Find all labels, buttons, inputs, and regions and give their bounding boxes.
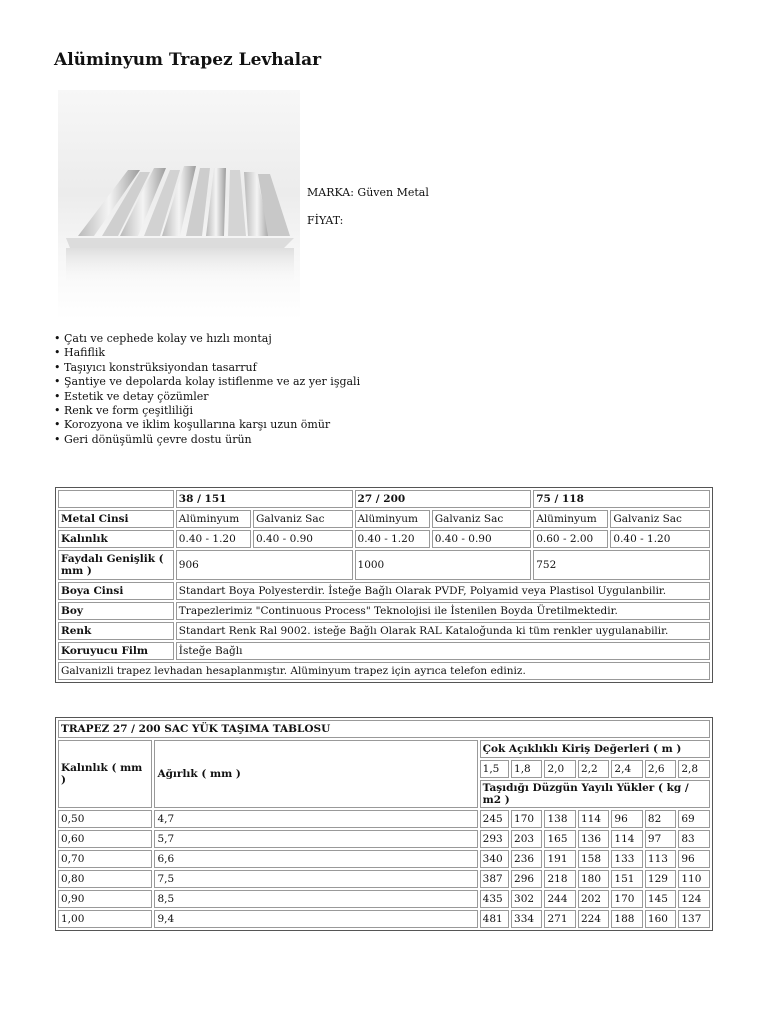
brand-line bbox=[307, 186, 429, 199]
metal-cell: Alüminyum bbox=[355, 510, 430, 528]
load-value: 110 bbox=[678, 870, 710, 888]
load-value: 180 bbox=[578, 870, 609, 888]
load-value: 83 bbox=[678, 830, 710, 848]
weight-value: 6,6 bbox=[154, 850, 477, 868]
load-value: 188 bbox=[611, 910, 642, 928]
price-label: FİYAT: bbox=[307, 214, 344, 227]
feature-list bbox=[54, 332, 360, 447]
color-value: Standart Renk Ral 9002. isteğe Bağlı Olarak RAL Kataloğunda ki tüm renkler uygulanabilir. bbox=[176, 622, 710, 640]
width-row bbox=[58, 550, 710, 580]
feature-item: • Estetik ve detay çözümler bbox=[54, 390, 360, 404]
thickness-cell: 0.40 - 0.90 bbox=[432, 530, 532, 548]
color-label: Renk bbox=[58, 622, 174, 640]
load-value: 82 bbox=[645, 810, 676, 828]
load-value: 97 bbox=[645, 830, 676, 848]
product-image bbox=[58, 90, 300, 320]
span-cell: 2,0 bbox=[544, 760, 575, 778]
table-row bbox=[58, 910, 710, 928]
spec-note: Galvanizli trapez levhadan hesaplanmıştır. Alüminyum trapez için ayrıca telefon ediniz. bbox=[58, 662, 710, 680]
thickness-row bbox=[58, 530, 710, 548]
load-value: 202 bbox=[578, 890, 609, 908]
profile-header: 27 / 200 bbox=[355, 490, 532, 508]
load-value: 387 bbox=[480, 870, 509, 888]
film-row bbox=[58, 642, 710, 660]
thickness-cell: 0.40 - 1.20 bbox=[610, 530, 710, 548]
load-table-body bbox=[58, 810, 710, 928]
load-value: 158 bbox=[578, 850, 609, 868]
span-cell: 1,8 bbox=[511, 760, 542, 778]
load-value: 96 bbox=[611, 810, 642, 828]
paint-value: Standart Boya Polyesterdir. İsteğe Bağlı Olarak PVDF, Polyamid veya Plastisol Uygulanbilir. bbox=[176, 582, 710, 600]
brand-value: Güven Metal bbox=[357, 186, 429, 199]
load-value: 340 bbox=[480, 850, 509, 868]
thickness-cell: 0.40 - 0.90 bbox=[253, 530, 353, 548]
feature-item: • Taşıyıcı konstrüksiyondan tasarruf bbox=[54, 361, 360, 375]
width-cell: 1000 bbox=[355, 550, 532, 580]
load-value: 145 bbox=[645, 890, 676, 908]
load-value: 191 bbox=[544, 850, 575, 868]
span-cell: 1,5 bbox=[480, 760, 509, 778]
load-value: 244 bbox=[544, 890, 575, 908]
width-label: Faydalı Genişlik ( mm ) bbox=[58, 550, 174, 580]
load-value: 224 bbox=[578, 910, 609, 928]
load-value: 165 bbox=[544, 830, 575, 848]
load-title-row bbox=[58, 720, 710, 738]
paint-row bbox=[58, 582, 710, 600]
metal-label: Metal Cinsi bbox=[58, 510, 174, 528]
table-row bbox=[58, 870, 710, 888]
note-row bbox=[58, 662, 710, 680]
load-value: 481 bbox=[480, 910, 509, 928]
film-label: Koruyucu Film bbox=[58, 642, 174, 660]
span-cell: 2,2 bbox=[578, 760, 609, 778]
load-value: 170 bbox=[511, 810, 542, 828]
load-value: 69 bbox=[678, 810, 710, 828]
table-row bbox=[58, 850, 710, 868]
price-line bbox=[307, 214, 343, 227]
weight-value: 4,7 bbox=[154, 810, 477, 828]
metal-cell: Galvaniz Sac bbox=[253, 510, 353, 528]
table-row bbox=[58, 830, 710, 848]
thickness-value: 0,60 bbox=[58, 830, 152, 848]
span-cell: 2,8 bbox=[678, 760, 710, 778]
weight-value: 5,7 bbox=[154, 830, 477, 848]
load-table bbox=[55, 717, 713, 931]
page-title: Alüminyum Trapez Levhalar bbox=[54, 50, 322, 70]
load-value: 151 bbox=[611, 870, 642, 888]
load-value: 170 bbox=[611, 890, 642, 908]
profile-header: 38 / 151 bbox=[176, 490, 353, 508]
load-value: 124 bbox=[678, 890, 710, 908]
load-table-title: TRAPEZ 27 / 200 SAC YÜK TAŞIMA TABLOSU bbox=[58, 720, 710, 738]
weight-value: 9,4 bbox=[154, 910, 477, 928]
profile-header: 75 / 118 bbox=[533, 490, 710, 508]
metal-cell: Galvaniz Sac bbox=[432, 510, 532, 528]
color-row bbox=[58, 622, 710, 640]
length-label: Boy bbox=[58, 602, 174, 620]
feature-item: • Şantiye ve depolarda kolay istiflenme ve az yer işgali bbox=[54, 375, 360, 389]
metal-cell: Alüminyum bbox=[533, 510, 608, 528]
weight-value: 7,5 bbox=[154, 870, 477, 888]
film-value: İsteğe Bağlı bbox=[176, 642, 710, 660]
load-value: 302 bbox=[511, 890, 542, 908]
load-value: 138 bbox=[544, 810, 575, 828]
load-value: 271 bbox=[544, 910, 575, 928]
brand-label: MARKA: bbox=[307, 186, 354, 199]
metal-cell: Galvaniz Sac bbox=[610, 510, 710, 528]
feature-item: • Çatı ve cephede kolay ve hızlı montaj bbox=[54, 332, 360, 346]
thickness-value: 0,90 bbox=[58, 890, 152, 908]
load-value: 133 bbox=[611, 850, 642, 868]
thickness-value: 0,80 bbox=[58, 870, 152, 888]
load-value: 160 bbox=[645, 910, 676, 928]
metal-row bbox=[58, 510, 710, 528]
load-header: Taşıdığı Düzgün Yayılı Yükler ( kg / m2 ) bbox=[480, 780, 710, 808]
metal-cell: Alüminyum bbox=[176, 510, 251, 528]
paint-label: Boya Cinsi bbox=[58, 582, 174, 600]
thickness-cell: 0.60 - 2.00 bbox=[533, 530, 608, 548]
spec-corner-cell bbox=[58, 490, 174, 508]
load-value: 137 bbox=[678, 910, 710, 928]
load-value: 113 bbox=[645, 850, 676, 868]
width-cell: 752 bbox=[533, 550, 710, 580]
thickness-value: 1,00 bbox=[58, 910, 152, 928]
trapezoid-sheet-illustration bbox=[58, 90, 300, 320]
thickness-header: Kalınlık ( mm ) bbox=[58, 740, 152, 808]
load-value: 435 bbox=[480, 890, 509, 908]
weight-value: 8,5 bbox=[154, 890, 477, 908]
thickness-cell: 0.40 - 1.20 bbox=[176, 530, 251, 548]
load-value: 236 bbox=[511, 850, 542, 868]
load-value: 218 bbox=[544, 870, 575, 888]
length-value: Trapezlerimiz "Continuous Process" Teknolojisi ile İstenilen Boyda Üretilmektedir. bbox=[176, 602, 710, 620]
thickness-label: Kalınlık bbox=[58, 530, 174, 548]
length-row bbox=[58, 602, 710, 620]
load-value: 96 bbox=[678, 850, 710, 868]
load-value: 129 bbox=[645, 870, 676, 888]
span-header: Çok Açıklıklı Kiriş Değerleri ( m ) bbox=[480, 740, 710, 758]
feature-item: • Hafiflik bbox=[54, 346, 360, 360]
load-value: 114 bbox=[611, 830, 642, 848]
load-value: 296 bbox=[511, 870, 542, 888]
feature-item: • Geri dönüşümlü çevre dostu ürün bbox=[54, 433, 360, 447]
load-value: 293 bbox=[480, 830, 509, 848]
load-value: 334 bbox=[511, 910, 542, 928]
load-head-row-1 bbox=[58, 740, 710, 758]
thickness-value: 0,50 bbox=[58, 810, 152, 828]
span-cell: 2,6 bbox=[645, 760, 676, 778]
weight-header: Ağırlık ( mm ) bbox=[154, 740, 477, 808]
table-row bbox=[58, 810, 710, 828]
load-value: 245 bbox=[480, 810, 509, 828]
load-value: 114 bbox=[578, 810, 609, 828]
width-cell: 906 bbox=[176, 550, 353, 580]
feature-item: • Korozyona ve iklim koşullarına karşı uzun ömür bbox=[54, 418, 360, 432]
feature-item: • Renk ve form çeşitliliği bbox=[54, 404, 360, 418]
thickness-cell: 0.40 - 1.20 bbox=[355, 530, 430, 548]
load-value: 203 bbox=[511, 830, 542, 848]
load-value: 136 bbox=[578, 830, 609, 848]
thickness-value: 0,70 bbox=[58, 850, 152, 868]
spec-header-row bbox=[58, 490, 710, 508]
spec-table bbox=[55, 487, 713, 683]
table-row bbox=[58, 890, 710, 908]
span-cell: 2,4 bbox=[611, 760, 642, 778]
